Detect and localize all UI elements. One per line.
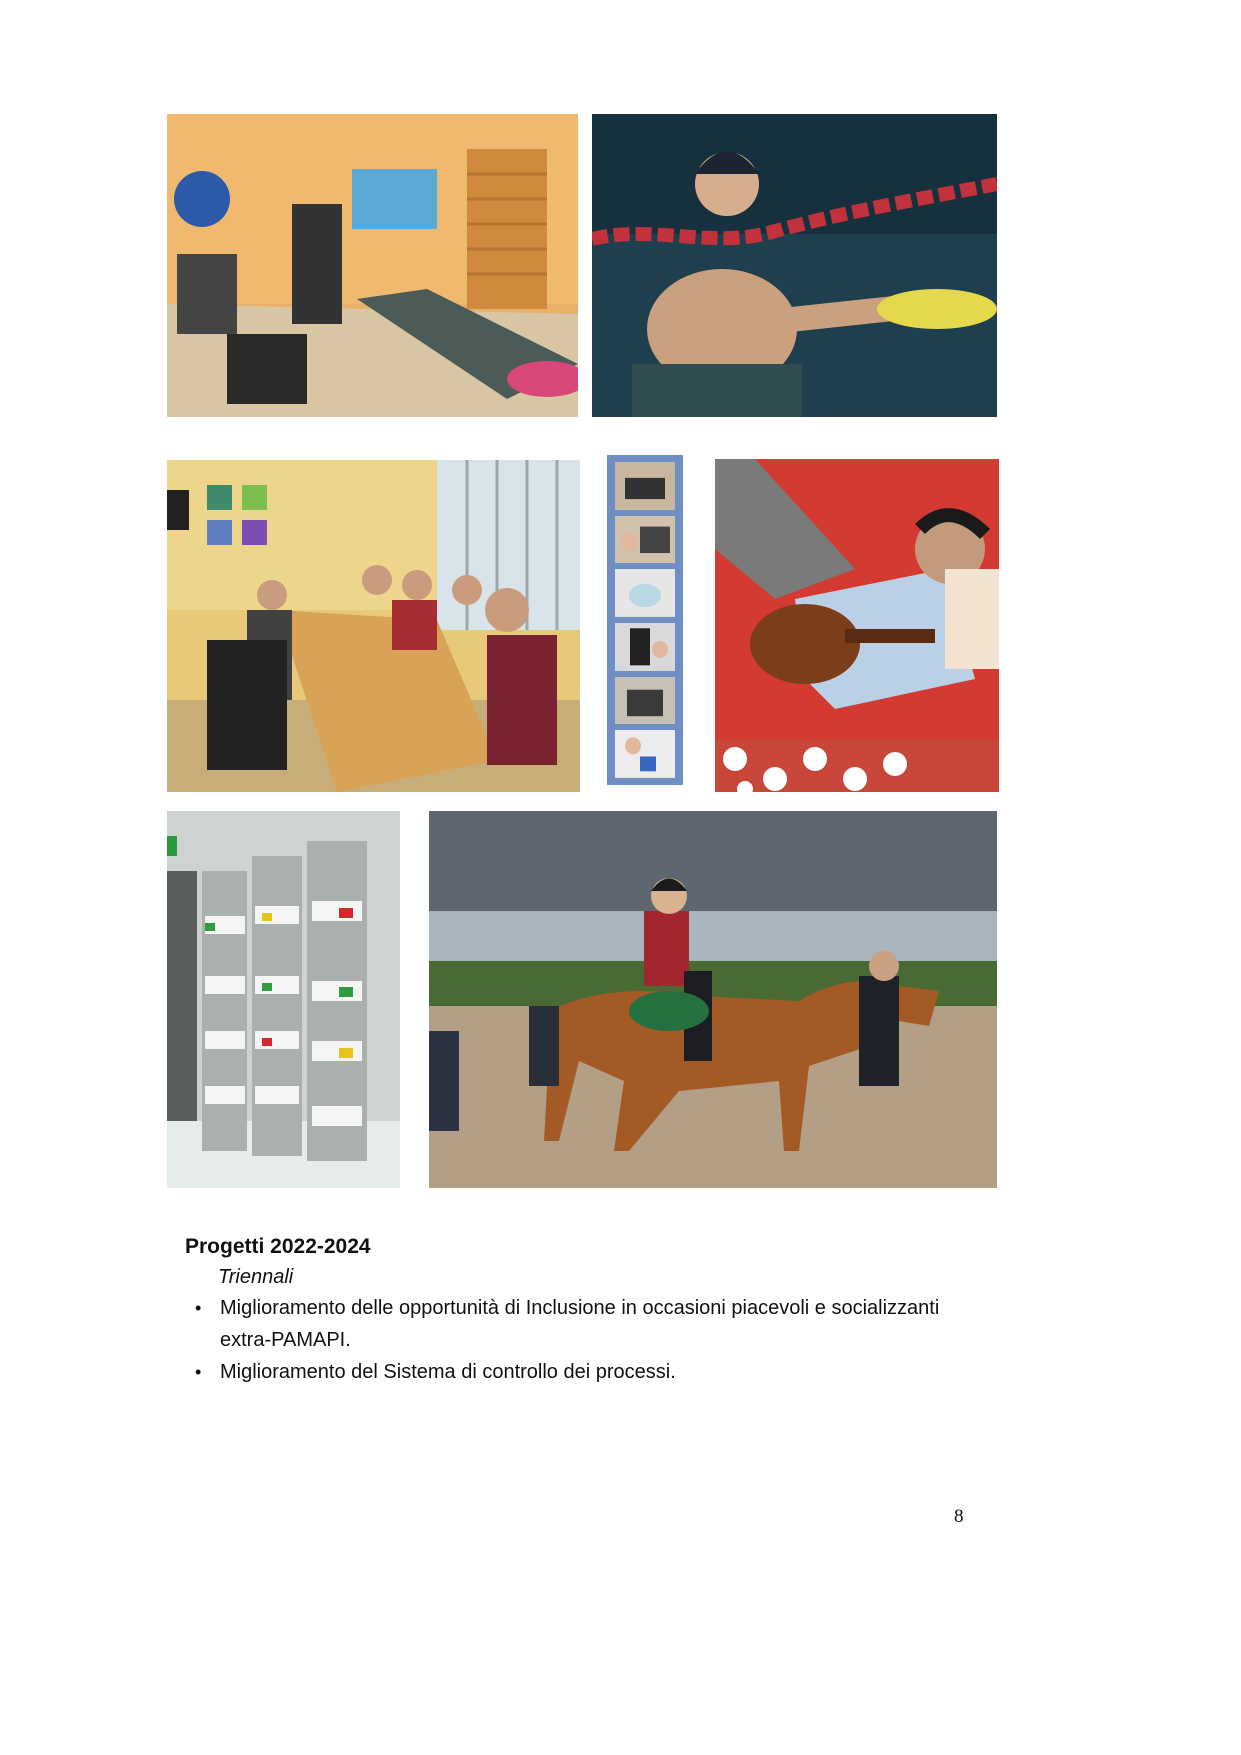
group-at-table-photo (167, 460, 580, 792)
horse-riding-photo (429, 811, 997, 1188)
gym-room-photo (167, 114, 578, 417)
section-title: Progetti 2022-2024 (185, 1235, 371, 1258)
sequence-frame-2 (615, 516, 675, 564)
list-item-text: Miglioramento del Sistema di controllo dei processi. (220, 1361, 676, 1383)
sequence-frame-6 (615, 730, 675, 778)
projects-section (185, 1232, 985, 1388)
list-item (185, 1356, 985, 1388)
sequence-frame-5 (615, 677, 675, 725)
list-item (185, 1292, 985, 1356)
list-item-text: Miglioramento delle opportunità di Inclusione in occasioni piacevoli e socializzanti extra-PAMAPI. (220, 1297, 940, 1351)
swimming-pool-photo (592, 114, 997, 417)
projects-list (185, 1292, 985, 1388)
sequence-frame-1 (615, 462, 675, 510)
storage-shelves-photo (167, 811, 400, 1188)
guitar-relaxation-photo (715, 459, 999, 792)
page-number: 8 (954, 1506, 964, 1527)
section-subtitle: Triennali (218, 1266, 294, 1288)
bullet-icon: • (195, 1362, 202, 1382)
sequence-frame-3 (615, 569, 675, 617)
sequence-frame-4 (615, 623, 675, 671)
bullet-icon: • (195, 1298, 202, 1318)
hand-activity-sequence-photo (607, 455, 683, 785)
